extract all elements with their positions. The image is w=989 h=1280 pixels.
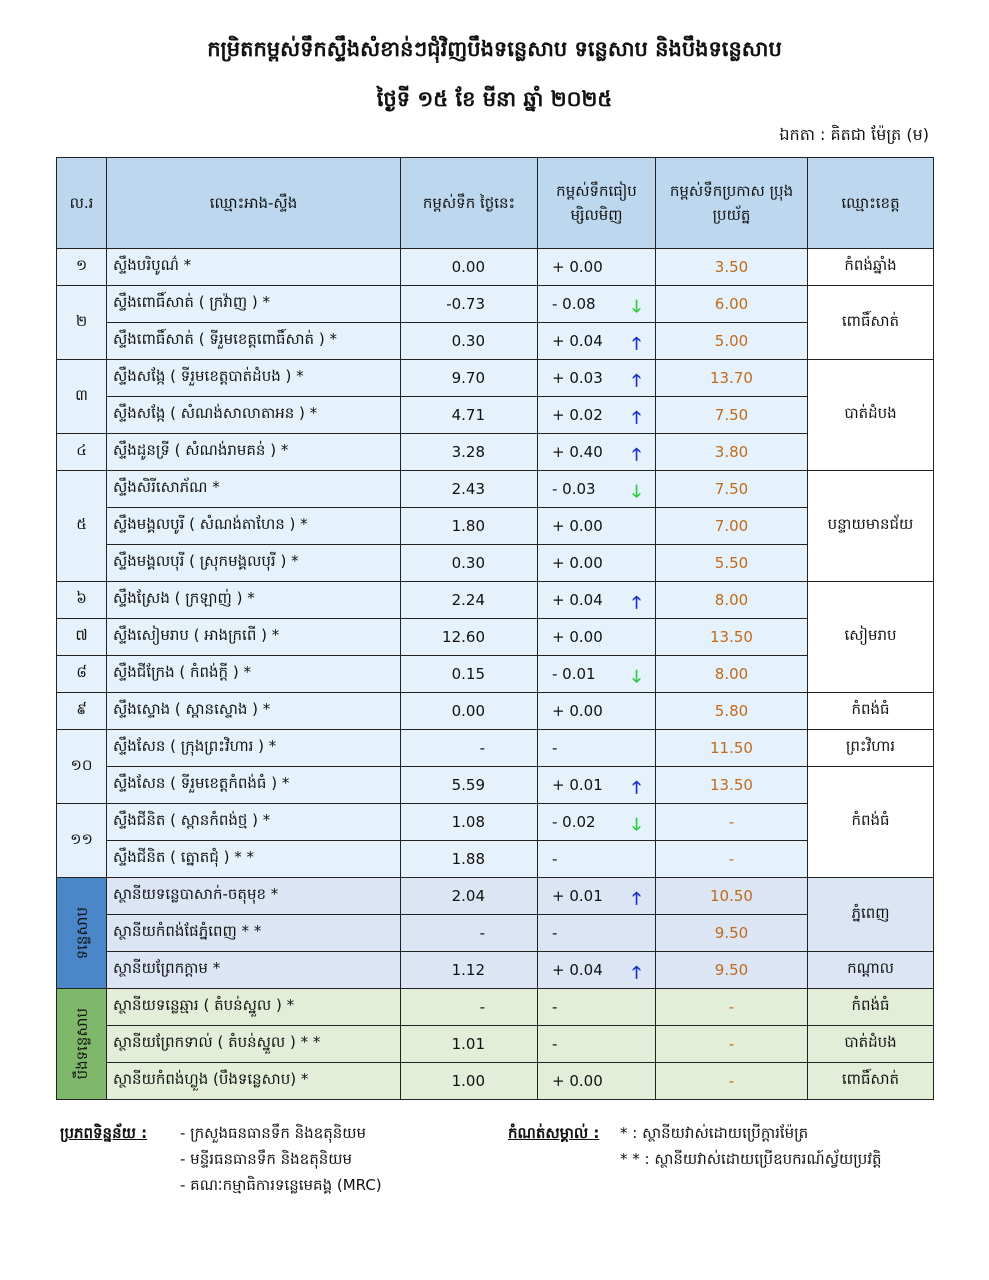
warning-level: - bbox=[656, 1026, 808, 1063]
warning-level: 7.00 bbox=[656, 508, 808, 545]
water-level-today: 1.08 bbox=[401, 804, 538, 841]
change-value: + 0.04 bbox=[552, 591, 603, 609]
station-name: ស្ទឹងសង្កែ ( ទីរួមខេត្តបាត់ដំបង ) * bbox=[107, 360, 401, 397]
source-item: - មន្ទីរធនធានទឹក និងឧតុនិយម bbox=[180, 1150, 353, 1168]
water-level-today: 1.01 bbox=[401, 1026, 538, 1063]
group-label bbox=[57, 878, 107, 989]
province-name: បាត់ដំបង bbox=[808, 1026, 934, 1063]
source-item: - គណៈកម្មាធិការទន្លេមេគង្គ (MRC) bbox=[180, 1176, 382, 1194]
change-vs-yesterday bbox=[538, 730, 656, 767]
water-level-today: 4.71 bbox=[401, 397, 538, 434]
warning-level: - bbox=[656, 989, 808, 1026]
warning-level: - bbox=[656, 1063, 808, 1100]
change-value: - bbox=[552, 850, 558, 868]
province-name: កំពង់ឆ្នាំង bbox=[808, 249, 934, 286]
table-row bbox=[57, 471, 934, 508]
table-header bbox=[57, 158, 934, 249]
header-warning: កម្ពស់ទឹកប្រកាស ប្រុងប្រយ័ត្ន bbox=[656, 158, 808, 249]
province-name: កំពង់ធំ bbox=[808, 693, 934, 730]
water-level-today: 0.00 bbox=[401, 249, 538, 286]
change-vs-yesterday bbox=[538, 989, 656, 1026]
station-name: ស្ថានីយព្រែកទាល់ ( តំបន់ស្នួល ) * * bbox=[107, 1026, 401, 1063]
row-number: ៤ bbox=[57, 434, 107, 471]
water-level-today: 1.80 bbox=[401, 508, 538, 545]
header-today: កម្ពស់ទឹក ថ្ងៃនេះ bbox=[401, 158, 538, 249]
table-row bbox=[57, 323, 934, 360]
change-vs-yesterday bbox=[538, 619, 656, 656]
sources-list bbox=[180, 1120, 382, 1198]
station-name: ស្ទឹងសង្កែ ( សំណង់សាលាតាអន ) * bbox=[107, 397, 401, 434]
change-vs-yesterday bbox=[538, 582, 656, 619]
arrow-up-icon: 🡑 bbox=[632, 445, 641, 465]
water-level-table bbox=[56, 157, 934, 1100]
station-name: ស្ថានីយទន្លេឆ្មារ ( តំបន់ស្នួល ) * bbox=[107, 989, 401, 1026]
row-number: ៥ bbox=[57, 471, 107, 582]
warning-level: 13.70 bbox=[656, 360, 808, 397]
change-vs-yesterday bbox=[538, 952, 656, 989]
province-name: បាត់ដំបង bbox=[808, 360, 934, 471]
row-number: ២ bbox=[57, 286, 107, 360]
station-name: ស្ទឹងសិរីសោភ័ណ * bbox=[107, 471, 401, 508]
note-item: * : ស្ថានីយវាស់ដោយប្រើក្ដារម៉ែត្រ bbox=[620, 1124, 809, 1142]
water-level-today: 0.15 bbox=[401, 656, 538, 693]
water-level-today: 2.43 bbox=[401, 471, 538, 508]
report-title: កម្រិតកម្ពស់ទឹកស្ទឹងសំខាន់ៗជុំវិញបឹងទន្លេសាប ទន្លេសាប និងបឹងទន្លេសាប bbox=[207, 37, 782, 61]
table-row bbox=[57, 656, 934, 693]
table-row bbox=[57, 767, 934, 804]
change-vs-yesterday bbox=[538, 804, 656, 841]
change-vs-yesterday bbox=[538, 286, 656, 323]
table-row bbox=[57, 804, 934, 841]
water-level-today: 1.88 bbox=[401, 841, 538, 878]
warning-level: 13.50 bbox=[656, 767, 808, 804]
table-row bbox=[57, 545, 934, 582]
warning-level: 11.50 bbox=[656, 730, 808, 767]
province-name: ពោធិ៍សាត់ bbox=[808, 286, 934, 360]
arrow-up-icon: 🡑 bbox=[632, 371, 641, 391]
warning-level: 6.00 bbox=[656, 286, 808, 323]
notes-list bbox=[620, 1120, 882, 1172]
water-level-today: - bbox=[401, 915, 538, 952]
station-name: ស្ទឹងសៀមរាប ( អាងក្រពើ ) * bbox=[107, 619, 401, 656]
province-name: កណ្ដាល bbox=[808, 952, 934, 989]
change-vs-yesterday bbox=[538, 397, 656, 434]
water-level-today: -0.73 bbox=[401, 286, 538, 323]
water-level-today: 3.28 bbox=[401, 434, 538, 471]
row-number: ៧ bbox=[57, 619, 107, 656]
arrow-up-icon: 🡑 bbox=[632, 889, 641, 909]
notes-label: កំណត់សម្គាល់ : bbox=[508, 1124, 600, 1142]
unit-label: ឯកតា : គិតជា ម៉ែត្រ (ម) bbox=[779, 125, 929, 144]
arrow-down-icon: 🡓 bbox=[632, 815, 641, 835]
water-level-today: 1.12 bbox=[401, 952, 538, 989]
change-vs-yesterday bbox=[538, 656, 656, 693]
province-name: កំពង់ធំ bbox=[808, 767, 934, 878]
arrow-up-icon: 🡑 bbox=[632, 778, 641, 798]
table-row bbox=[57, 397, 934, 434]
group-label-text: បឹងទន្លេសាប bbox=[72, 1008, 91, 1080]
warning-level: 5.00 bbox=[656, 323, 808, 360]
change-value: + 0.00 bbox=[552, 554, 603, 572]
row-number: ៩ bbox=[57, 693, 107, 730]
group-label bbox=[57, 989, 107, 1100]
change-value: + 0.00 bbox=[552, 628, 603, 646]
station-name: ស្ទឹងជីនិត ( ស្ពានកំពង់ថ្ម ) * bbox=[107, 804, 401, 841]
change-vs-yesterday bbox=[538, 878, 656, 915]
change-value: - 0.01 bbox=[552, 665, 596, 683]
warning-level: 10.50 bbox=[656, 878, 808, 915]
change-value: + 0.00 bbox=[552, 1072, 603, 1090]
province-name: ពោធិ៍សាត់ bbox=[808, 1063, 934, 1100]
table-row bbox=[57, 508, 934, 545]
change-value: + 0.00 bbox=[552, 702, 603, 720]
station-name: ស្ទឹងមង្គលបុរី ( ស្រុកមង្គលបុរី ) * bbox=[107, 545, 401, 582]
row-number: ៣ bbox=[57, 360, 107, 434]
table-row bbox=[57, 952, 934, 989]
source-item: - ក្រសួងធនធានទឹក និងឧតុនិយម bbox=[180, 1124, 367, 1142]
table-row bbox=[57, 619, 934, 656]
change-value: - bbox=[552, 924, 558, 942]
change-vs-yesterday bbox=[538, 508, 656, 545]
change-value: - 0.08 bbox=[552, 295, 596, 313]
change-vs-yesterday bbox=[538, 434, 656, 471]
table-row bbox=[57, 286, 934, 323]
change-value: - bbox=[552, 998, 558, 1016]
province-name: ភ្នំពេញ bbox=[808, 878, 934, 952]
arrow-up-icon: 🡑 bbox=[632, 963, 641, 983]
group-label-text: ទន្លេសាប bbox=[72, 906, 91, 960]
row-number: ១ bbox=[57, 249, 107, 286]
water-level-today: - bbox=[401, 989, 538, 1026]
change-value: - bbox=[552, 739, 558, 757]
warning-level: 13.50 bbox=[656, 619, 808, 656]
table-row bbox=[57, 582, 934, 619]
change-vs-yesterday bbox=[538, 360, 656, 397]
water-level-today: 5.59 bbox=[401, 767, 538, 804]
change-vs-yesterday bbox=[538, 693, 656, 730]
header-change: កម្ពស់ទឹកធៀប ម្សិលមិញ bbox=[538, 158, 656, 249]
change-vs-yesterday bbox=[538, 545, 656, 582]
table-row bbox=[57, 434, 934, 471]
change-value: + 0.03 bbox=[552, 369, 603, 387]
table-row bbox=[57, 1063, 934, 1100]
table-row bbox=[57, 841, 934, 878]
change-value: - bbox=[552, 1035, 558, 1053]
change-vs-yesterday bbox=[538, 323, 656, 360]
water-level-today: 9.70 bbox=[401, 360, 538, 397]
change-value: + 0.01 bbox=[552, 776, 603, 794]
station-name: ស្ទឹងជីនិត ( ត្នោតជុំ ) * * bbox=[107, 841, 401, 878]
table-row bbox=[57, 249, 934, 286]
table-row bbox=[57, 693, 934, 730]
change-value: + 0.04 bbox=[552, 332, 603, 350]
change-value: + 0.40 bbox=[552, 443, 603, 461]
station-name: ស្ថានីយកំពង់ផែភ្នំពេញ * * bbox=[107, 915, 401, 952]
row-number: ៨ bbox=[57, 656, 107, 693]
header-province: ឈ្មោះខេត្ត bbox=[808, 158, 934, 249]
table-row bbox=[57, 730, 934, 767]
table-row bbox=[57, 1026, 934, 1063]
warning-level: 7.50 bbox=[656, 397, 808, 434]
change-vs-yesterday bbox=[538, 471, 656, 508]
warning-level: - bbox=[656, 804, 808, 841]
arrow-down-icon: 🡓 bbox=[632, 297, 641, 317]
station-name: ស្ទឹងស្ទោង ( ស្ពានស្ទោង ) * bbox=[107, 693, 401, 730]
water-level-today: 0.30 bbox=[401, 323, 538, 360]
station-name: ស្ទឹងពោធិ៍សាត់ ( ក្រវ៉ាញ ) * bbox=[107, 286, 401, 323]
warning-level: 5.50 bbox=[656, 545, 808, 582]
water-level-today: - bbox=[401, 730, 538, 767]
warning-level: 8.00 bbox=[656, 582, 808, 619]
station-name: ស្ទឹងជីក្រែង ( កំពង់ក្ដី ) * bbox=[107, 656, 401, 693]
arrow-down-icon: 🡓 bbox=[632, 482, 641, 502]
table-row bbox=[57, 360, 934, 397]
station-name: ស្ទឹងពោធិ៍សាត់ ( ទីរួមខេត្តពោធិ៍សាត់ ) * bbox=[107, 323, 401, 360]
header-no: ល.រ bbox=[57, 158, 107, 249]
sources bbox=[60, 1120, 147, 1146]
report-date: ថ្ងៃទី ១៥ ខែ មីនា ឆ្នាំ ២០២៥ bbox=[376, 87, 613, 111]
change-vs-yesterday bbox=[538, 841, 656, 878]
warning-level: 7.50 bbox=[656, 471, 808, 508]
change-vs-yesterday bbox=[538, 1026, 656, 1063]
arrow-up-icon: 🡑 bbox=[632, 593, 641, 613]
change-vs-yesterday bbox=[538, 249, 656, 286]
header-station: ឈ្មោះអាង-ស្ទឹង bbox=[107, 158, 401, 249]
warning-level: 3.50 bbox=[656, 249, 808, 286]
arrow-down-icon: 🡓 bbox=[632, 667, 641, 687]
province-name: ព្រះវិហារ bbox=[808, 730, 934, 767]
station-name: ស្ថានីយកំពង់ហ្លួង (បឹងទន្លេសាប) * bbox=[107, 1063, 401, 1100]
change-value: + 0.04 bbox=[552, 961, 603, 979]
row-number: ១១ bbox=[57, 804, 107, 878]
table-row bbox=[57, 915, 934, 952]
table-row bbox=[57, 878, 934, 915]
arrow-up-icon: 🡑 bbox=[632, 408, 641, 428]
station-name: ស្ទឹងដូនទ្រី ( សំណង់រាមគន់ ) * bbox=[107, 434, 401, 471]
change-value: + 0.00 bbox=[552, 517, 603, 535]
notes bbox=[508, 1120, 599, 1146]
arrow-up-icon: 🡑 bbox=[632, 334, 641, 354]
water-level-today: 2.24 bbox=[401, 582, 538, 619]
warning-level: 3.80 bbox=[656, 434, 808, 471]
change-value: - 0.02 bbox=[552, 813, 596, 831]
row-number: ១០ bbox=[57, 730, 107, 804]
station-name: ស្ថានីយទន្លេបាសាក់-ចតុមុខ * bbox=[107, 878, 401, 915]
province-name: កំពង់ធំ bbox=[808, 989, 934, 1026]
station-name: ស្ទឹងបរិបូណ៌ * bbox=[107, 249, 401, 286]
water-level-today: 0.00 bbox=[401, 693, 538, 730]
warning-level: 8.00 bbox=[656, 656, 808, 693]
water-level-today: 2.04 bbox=[401, 878, 538, 915]
sources-label: ប្រភពទិន្នន័យ : bbox=[60, 1124, 148, 1142]
warning-level: 5.80 bbox=[656, 693, 808, 730]
station-name: ស្ទឹងសែន ( ក្រុងព្រះវិហារ ) * bbox=[107, 730, 401, 767]
table-row bbox=[57, 989, 934, 1026]
station-name: ស្ថានីយព្រែកក្ដាម * bbox=[107, 952, 401, 989]
station-name: ស្ទឹងសែន ( ទីរួមខេត្តកំពង់ធំ ) * bbox=[107, 767, 401, 804]
note-item: * * : ស្ថានីយវាស់ដោយប្រើឧបករណ៍ស្វ័យប្រវត្តិ bbox=[620, 1150, 882, 1168]
change-vs-yesterday bbox=[538, 915, 656, 952]
station-name: ស្ទឹងស្រែង ( ក្រឡាញ់ ) * bbox=[107, 582, 401, 619]
change-vs-yesterday bbox=[538, 1063, 656, 1100]
station-name: ស្ទឹងមង្គលបូរី ( សំណង់តាហែន ) * bbox=[107, 508, 401, 545]
province-name: សៀមរាប bbox=[808, 582, 934, 693]
water-level-today: 0.30 bbox=[401, 545, 538, 582]
warning-level: 9.50 bbox=[656, 915, 808, 952]
change-value: + 0.02 bbox=[552, 406, 603, 424]
change-vs-yesterday bbox=[538, 767, 656, 804]
change-value: - 0.03 bbox=[552, 480, 596, 498]
warning-level: 9.50 bbox=[656, 952, 808, 989]
water-level-today: 12.60 bbox=[401, 619, 538, 656]
change-value: + 0.00 bbox=[552, 258, 603, 276]
change-value: + 0.01 bbox=[552, 887, 603, 905]
warning-level: - bbox=[656, 841, 808, 878]
water-level-today: 1.00 bbox=[401, 1063, 538, 1100]
province-name: បន្ទាយមានជ័យ bbox=[808, 471, 934, 582]
row-number: ៦ bbox=[57, 582, 107, 619]
